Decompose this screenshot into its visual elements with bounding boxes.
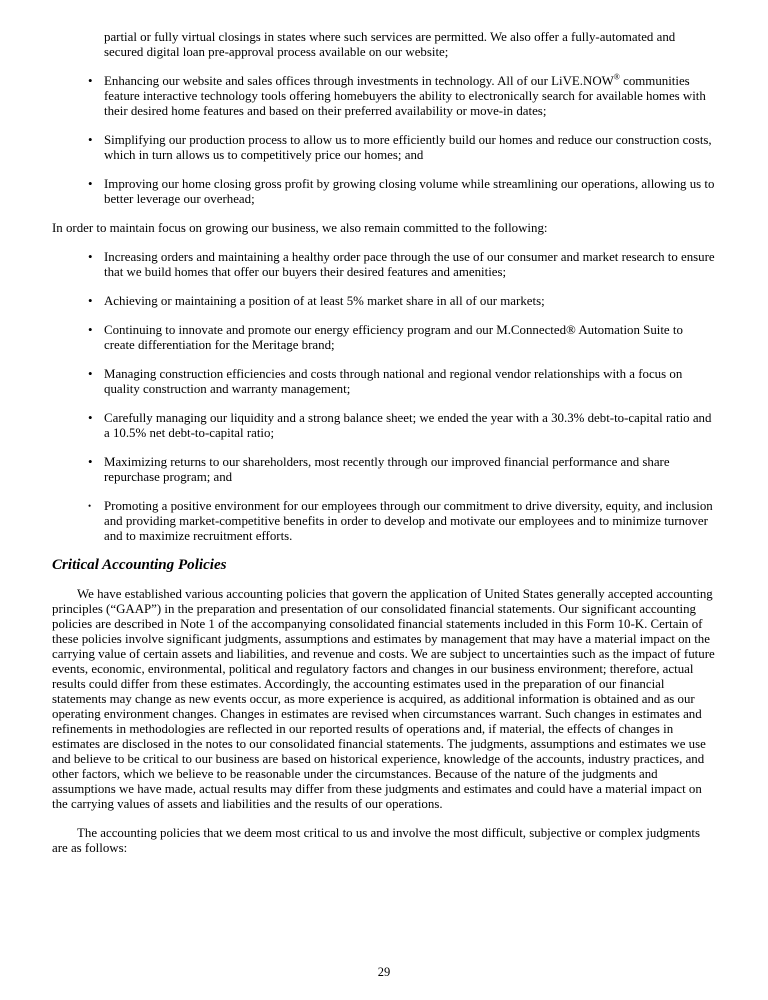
bullet-marker: • [88, 367, 93, 381]
bullet-item-maximizing [52, 455, 716, 485]
bullet-marker: • [88, 74, 93, 88]
critical-policies-paragraph: We have established various accounting policies that govern the application of United States generally accepted accounting principles (“GAAP”) in the preparation and presentation of our consolidated financial statements. Our significant accounting policies are described in Note 1 of the accompanying consolidated financial statements included in this Form 10-K. Certain of these policies involve significant judgments, assumptions and estimates by management that may have a material impact on the carrying value of certain assets and liabilities, and revenue and costs. We are subject to uncertainties such as the impact of future events, economic, environmental, political and regulatory factors and changes in our business environment; therefore, actual results could differ from these estimates. Accordingly, the accounting estimates used in the preparation of our financial statements may change as new events occur, as more experience is acquired, as additional information is obtained and as our operating environment changes. Changes in estimates are revised when circumstances warrant. Such changes in estimates and refinements in methodologies are reflected in our reported results of operations and, if material, the effects of changes in estimates are disclosed in the notes to our consolidated financial statements. The judgments, assumptions and estimates we use and believe to be critical to our business are based on historical experience, knowledge of the accounts, industry practices, and other factors, which we believe to be reasonable under the circumstances. Because of the nature of the judgments and assumptions we have made, actual results may differ from these judgments and estimates and could have a material impact on the carrying values of assets and liabilities and the results of our operations. [52, 587, 715, 811]
bullet-item-continuing [52, 323, 716, 353]
registered-trademark-superscript: ® [613, 72, 620, 82]
bullet-text: Promoting a positive environment for our employees through our commitment to drive diversity, equity, and inclusion and providing market-competitive benefits in order to develop and motivate our employees and to minimize turnover and to maximize recruitment efforts. [104, 499, 713, 543]
bullet-marker: • [88, 133, 93, 147]
focus-intro-paragraph: In order to maintain focus on growing our business, we also remain committed to the following: [52, 221, 548, 235]
bullet-text: Improving our home closing gross profit by growing closing volume while streamlining our operations, allowing us to better leverage our overhead; [104, 177, 715, 206]
bullet-marker: • [88, 294, 93, 308]
bullet-item-simplifying [52, 133, 716, 163]
continuation-paragraph-text: partial or fully virtual closings in states where such services are permitted. We also offer a fully-automated and secured digital loan pre-approval process available on our website; [104, 30, 676, 59]
closing-paragraph: The accounting policies that we deem most critical to us and involve the most difficult, subjective or complex judgments are as follows: [52, 826, 701, 855]
bullet-item-carefully [52, 411, 716, 441]
bullet-marker-small: • [88, 501, 92, 511]
bullet-text: Achieving or maintaining a position of at least 5% market share in all of our markets; [104, 294, 545, 308]
bullet-text: Increasing orders and maintaining a healthy order pace through the use of our consumer and market research to ensure that we build homes that offer our buyers their desired features and amenities; [104, 250, 715, 279]
bullet-item-managing [52, 367, 716, 397]
bullet-marker: • [88, 177, 93, 191]
section-heading-critical-accounting-policies: Critical Accounting Policies [52, 557, 227, 573]
bullet-marker: • [88, 411, 93, 425]
bullet-marker: • [88, 323, 93, 337]
bullet-item-enhancing [52, 74, 716, 119]
bullet-text: Simplifying our production process to allow us to more efficiently build our homes and reduce our construction costs, which in turn allows us to competitively price our homes; and [104, 133, 712, 162]
bullet-text: Continuing to innovate and promote our energy efficiency program and our M.Connected® Automation Suite to create differentiation for the Meritage brand; [104, 323, 683, 352]
bullet-text: Maximizing returns to our shareholders, most recently through our improved financial performance and share repurchase program; and [104, 455, 670, 484]
bullet-text-pre: Enhancing our website and sales offices through investments in technology. All of our LiVE.NOW [104, 74, 614, 88]
continuation-paragraph [52, 30, 716, 60]
bullet-text: Managing construction efficiencies and costs through national and regional vendor relationships with a focus on quality construction and warranty management; [104, 367, 683, 396]
bullet-text: Carefully managing our liquidity and a strong balance sheet; we ended the year with a 30.3% debt-to-capital ratio and a 10.5% net debt-to-capital ratio; [104, 411, 712, 440]
bullet-item-promoting [52, 499, 716, 544]
page-number: 29 [377, 965, 391, 979]
bullet-item-achieving [52, 294, 716, 309]
bullet-item-improving [52, 177, 716, 207]
bullet-marker: • [88, 250, 93, 264]
bullet-text [104, 74, 716, 119]
bullet-item-increasing [52, 250, 716, 280]
bullet-marker: • [88, 455, 93, 469]
bullet-text-post: communities feature interactive technology tools offering homebuyers the ability to electronically search for available homes with their desired home features and based on their preferred availability or move-in dates; [104, 74, 706, 118]
